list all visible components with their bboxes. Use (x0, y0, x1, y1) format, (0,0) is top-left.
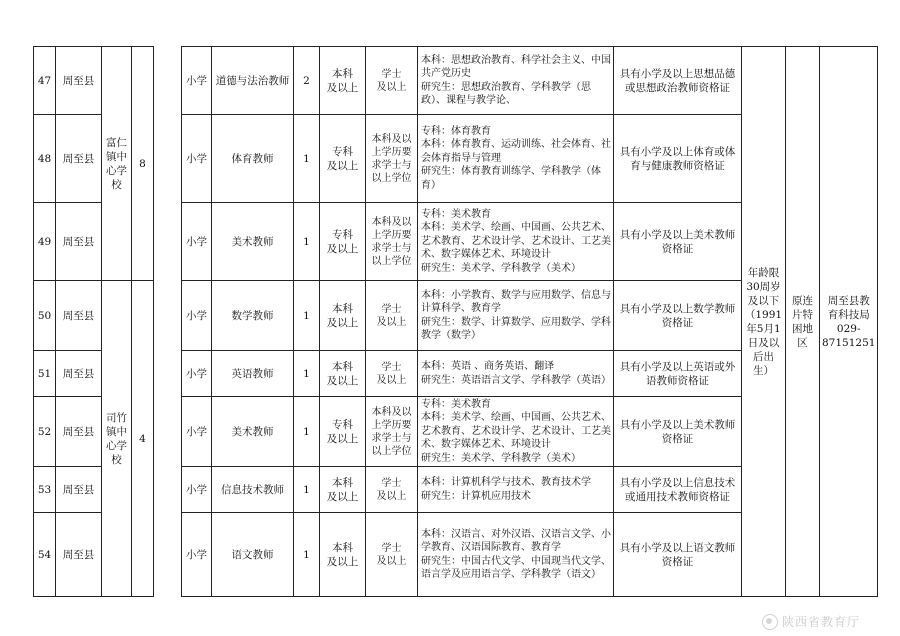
education-cell: 专科 及以上 (320, 397, 366, 467)
gap-cell (154, 47, 182, 115)
major-cell: 本科：汉语言、对外汉语、汉语言文学、小学教育、汉语国际教育、教育学 研究生：中国古代文学、中国现当代文学、语言学及应用语言学、学科教学（语文） (418, 513, 614, 597)
major-cell: 本科：小学教育、数学与应用数学、信息与计算科学、教育学 研究生：数学、计算数学、应用数学、学科教学（数学） (418, 281, 614, 351)
county-cell: 周至县 (56, 281, 102, 351)
count-cell: 1 (294, 467, 320, 513)
stage-cell: 小学 (182, 281, 212, 351)
area-cell: 原连 片特 困地 区 (786, 47, 820, 597)
row-number: 48 (34, 115, 56, 203)
certificate-cell: 具有小学及以上思想品德 或思想政治教师资格证 (614, 47, 742, 115)
gap-cell (154, 513, 182, 597)
degree-cell: 学士 及以上 (366, 513, 418, 597)
table-row (34, 47, 878, 115)
certificate-cell: 具有小学及以上英语或外 语教师资格证 (614, 351, 742, 397)
stage-cell: 小学 (182, 203, 212, 281)
degree-cell: 本科及以 上学历要 求学士与 以上学位 (366, 397, 418, 467)
position-cell: 信息技术教师 (212, 467, 294, 513)
certificate-cell: 具有小学及以上体育或体 育与健康教师资格证 (614, 115, 742, 203)
row-number: 53 (34, 467, 56, 513)
row-number: 47 (34, 47, 56, 115)
county-cell: 周至县 (56, 513, 102, 597)
row-number: 54 (34, 513, 56, 597)
major-cell: 本科：英语 、商务英语、翻译 研究生：英语语言文学、学科教学（英语） (418, 351, 614, 397)
education-cell: 本科 及以上 (320, 281, 366, 351)
county-cell: 周至县 (56, 203, 102, 281)
major-cell: 本科：计算机科学与技术、教育技术学 研究生：计算机应用技术 (418, 467, 614, 513)
degree-cell: 学士 及以上 (366, 47, 418, 115)
degree-cell: 本科及以 上学历要 求学士与 以上学位 (366, 115, 418, 203)
certificate-cell: 具有小学及以上语文教师 资格证 (614, 513, 742, 597)
stage-cell: 小学 (182, 115, 212, 203)
wechat-icon (762, 614, 778, 630)
count-cell: 1 (294, 115, 320, 203)
school-name: 司竹镇中 心学校 (102, 281, 132, 597)
count-cell: 1 (294, 513, 320, 597)
gap-cell (154, 397, 182, 467)
major-cell: 专科：体育教育 本科：体育教育、运动训练、社会体育、社会体育指导与管理 研究生：体育教育训练学、学科教学（体育） (418, 115, 614, 203)
education-cell: 本科 及以上 (320, 467, 366, 513)
degree-cell: 学士 及以上 (366, 467, 418, 513)
position-cell: 美术教师 (212, 203, 294, 281)
major-cell: 本科：思想政治教育、科学社会主义、中国共产党历史 研究生：思想政治教育、学科教学（思政）、课程与教学论、 (418, 47, 614, 115)
county-cell: 周至县 (56, 351, 102, 397)
count-cell: 2 (294, 47, 320, 115)
certificate-cell: 具有小学及以上信息技术 或通用技术教师资格证 (614, 467, 742, 513)
education-cell: 本科 及以上 (320, 351, 366, 397)
row-number: 49 (34, 203, 56, 281)
position-cell: 语文教师 (212, 513, 294, 597)
watermark (762, 613, 860, 631)
position-cell: 美术教师 (212, 397, 294, 467)
position-cell: 体育教师 (212, 115, 294, 203)
position-cell: 数学教师 (212, 281, 294, 351)
education-cell: 专科 及以上 (320, 203, 366, 281)
row-number: 52 (34, 397, 56, 467)
stage-cell: 小学 (182, 513, 212, 597)
degree-cell: 学士 及以上 (366, 281, 418, 351)
position-cell: 英语教师 (212, 351, 294, 397)
certificate-cell: 具有小学及以上美术教师 资格证 (614, 203, 742, 281)
count-cell: 1 (294, 281, 320, 351)
gap-cell (154, 351, 182, 397)
stage-cell: 小学 (182, 351, 212, 397)
contact-cell: 周至县教 育科技局 029- 87151251 (820, 47, 878, 597)
gap-cell (154, 203, 182, 281)
stage-cell: 小学 (182, 47, 212, 115)
major-cell: 专科：美术教育 本科：美术学、绘画、中国画、公共艺术、艺术教育、艺术设计学、艺术设计、工艺美术、数字媒体艺术、环境设计 研究生：美术学、学科教学（美术） (418, 397, 614, 467)
row-number: 50 (34, 281, 56, 351)
degree-cell: 学士 及以上 (366, 351, 418, 397)
gap-cell (154, 115, 182, 203)
gap-cell (154, 281, 182, 351)
certificate-cell: 具有小学及以上美术教师 资格证 (614, 397, 742, 467)
major-cell: 专科：美术教育 本科：美术学、绘画、中国画、公共艺术、艺术教育、艺术设计学、艺术设计、工艺美术、数字媒体艺术、环境设计 研究生：美术学、学科教学（美术） (418, 203, 614, 281)
school-total: 4 (132, 281, 154, 597)
county-cell: 周至县 (56, 467, 102, 513)
stage-cell: 小学 (182, 397, 212, 467)
recruitment-table (33, 46, 878, 597)
row-number: 51 (34, 351, 56, 397)
count-cell: 1 (294, 397, 320, 467)
school-total: 8 (132, 47, 154, 281)
certificate-cell: 具有小学及以上数学教师 资格证 (614, 281, 742, 351)
education-cell: 专科 及以上 (320, 115, 366, 203)
education-cell: 本科 及以上 (320, 513, 366, 597)
position-cell: 道德与法治教师 (212, 47, 294, 115)
education-cell: 本科 及以上 (320, 47, 366, 115)
watermark-text: 陕西省教育厅 (781, 614, 860, 629)
county-cell: 周至县 (56, 397, 102, 467)
age-requirement: 年龄限 30周岁 及以下 （1991 年5月1 日及以 后出 生） (742, 47, 786, 597)
county-cell: 周至县 (56, 115, 102, 203)
degree-cell: 本科及以 上学历要 求学士与 以上学位 (366, 203, 418, 281)
county-cell: 周至县 (56, 47, 102, 115)
stage-cell: 小学 (182, 467, 212, 513)
count-cell: 1 (294, 351, 320, 397)
school-name: 富仁镇中 心学校 (102, 47, 132, 281)
gap-cell (154, 467, 182, 513)
count-cell: 1 (294, 203, 320, 281)
